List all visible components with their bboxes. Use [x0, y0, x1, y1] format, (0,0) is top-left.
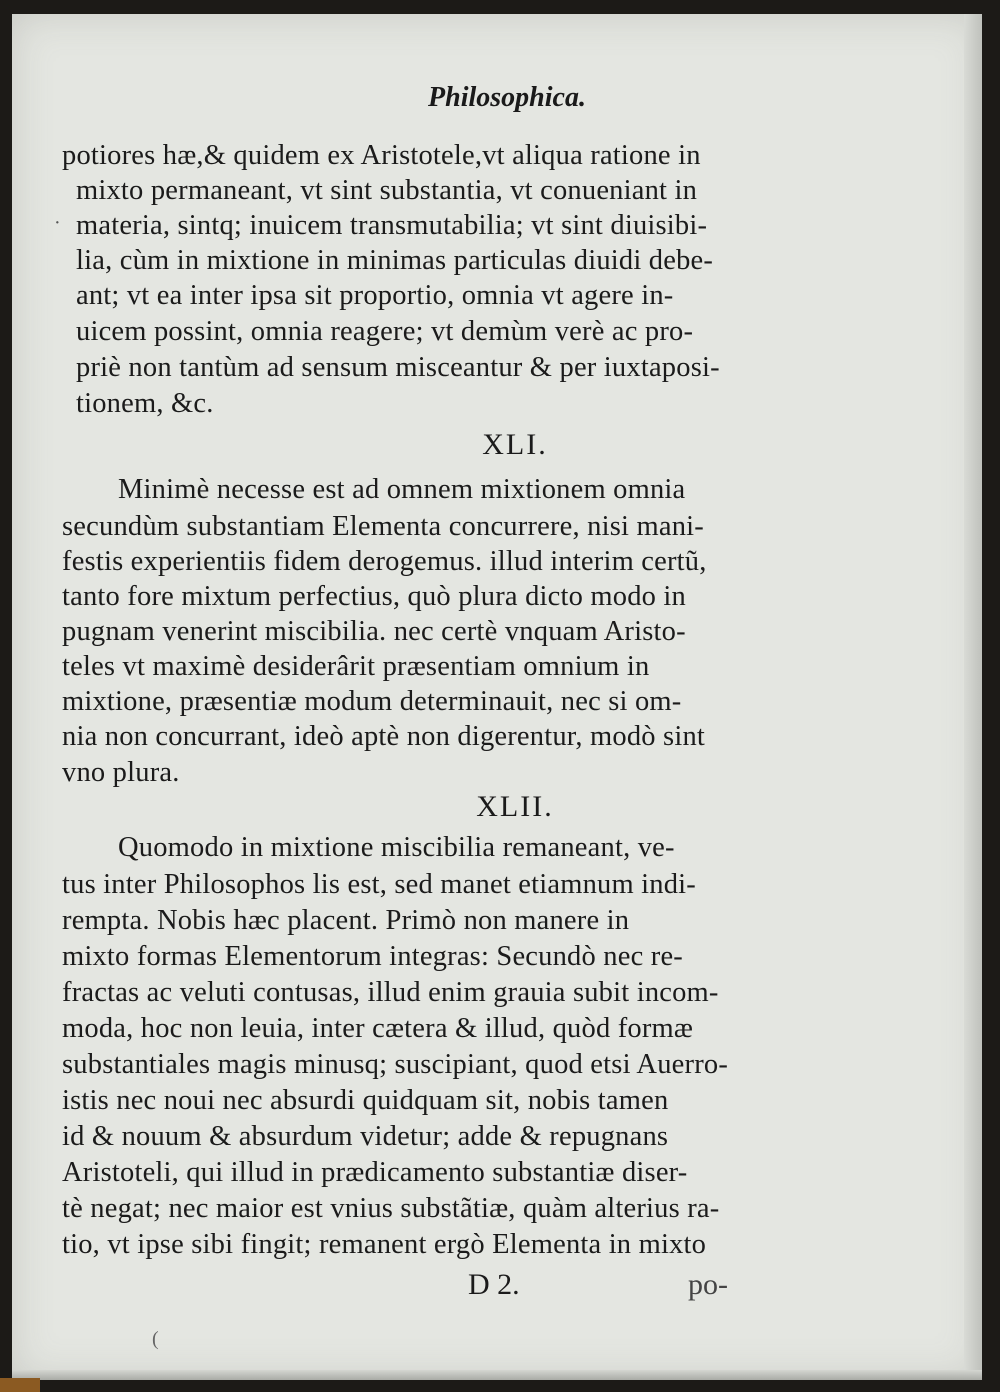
text-line: teles vt maximè desiderârit præsentiam omnium in — [62, 651, 650, 682]
text-line: pugnam venerint miscibilia. nec certè vnquam Aristo- — [62, 616, 686, 647]
text-line: uicem possint, omnia reagere; vt demùm verè ac pro- — [76, 316, 694, 347]
text-line: tionem, &c. — [76, 388, 214, 419]
stray-mark: ( — [152, 1328, 159, 1350]
text-line: priè non tantùm ad sensum misceantur & per iuxtaposi- — [76, 352, 720, 383]
text-line: festis experientiis fidem derogemus. illud interim certũ, — [62, 546, 707, 577]
book-page — [12, 14, 982, 1380]
text-line: mixtione, præsentiæ modum determinauit, nec si om- — [62, 686, 682, 717]
text-line: mixto permaneant, vt sint substantia, vt conueniant in — [76, 175, 698, 206]
text-line: materia, sintq; inuicem transmutabilia; vt sint diuisibi- — [76, 210, 708, 241]
page-edge — [964, 14, 982, 1380]
running-head: Philosophica. — [428, 82, 586, 113]
text-line: tè negat; nec maior est vnius substãtiæ, quàm alterius ra- — [62, 1193, 720, 1224]
text-line: istis nec noui nec absurdi quidquam sit, nobis tamen — [62, 1085, 669, 1116]
text-line: substantiales magis minusq; suscipiant, quod etsi Auerro- — [62, 1049, 729, 1080]
text-line: tus inter Philosophos lis est, sed manet etiamnum indi- — [62, 869, 696, 900]
stray-mark: · — [54, 212, 61, 234]
section-heading: XLI. — [482, 428, 548, 461]
text-line: lia, cùm in mixtione in minimas particulas diuidi debe- — [76, 245, 714, 276]
text-line: fractas ac veluti contusas, illud enim grauia subit incom- — [62, 977, 719, 1008]
text-line: mixto formas Elementorum integras: Secundò nec re- — [62, 941, 683, 972]
text-line: rempta. Nobis hæc placent. Primò non manere in — [62, 905, 630, 936]
signature-mark: D 2. — [468, 1268, 520, 1301]
text-line: nia non concurrant, ideò aptè non digerentur, modò sint — [62, 721, 706, 752]
text-line: ant; vt ea inter ipsa sit proportio, omnia vt agere in- — [76, 280, 674, 311]
text-line: Aristoteli, qui illud in prædicamento substantiæ diser- — [62, 1157, 688, 1188]
text-line: potiores hæ,& quidem ex Aristotele,vt aliqua ratione in — [62, 140, 701, 171]
text-line: tanto fore mixtum perfectius, quò plura dicto modo in — [62, 581, 687, 612]
text-line: secundùm substantiam Elementa concurrere, nisi mani- — [62, 511, 704, 542]
text-line: Minimè necesse est ad omnem mixtionem omnia — [118, 474, 686, 505]
text-line: vno plura. — [62, 757, 180, 788]
page-bottom-edge — [12, 1370, 982, 1380]
catchword: po- — [688, 1268, 728, 1301]
text-line: id & nouum & absurdum videtur; adde & repugnans — [62, 1121, 669, 1152]
text-line: moda, hoc non leuia, inter cætera & illud, quòd formæ — [62, 1013, 694, 1044]
text-line: tio, vt ipse sibi fingit; remanent ergò Elementa in mixto — [62, 1229, 707, 1260]
text-line: Quomodo in mixtione miscibilia remaneant, ve- — [118, 832, 675, 863]
section-heading: XLII. — [476, 790, 554, 823]
ribbon-edge — [0, 1378, 40, 1392]
